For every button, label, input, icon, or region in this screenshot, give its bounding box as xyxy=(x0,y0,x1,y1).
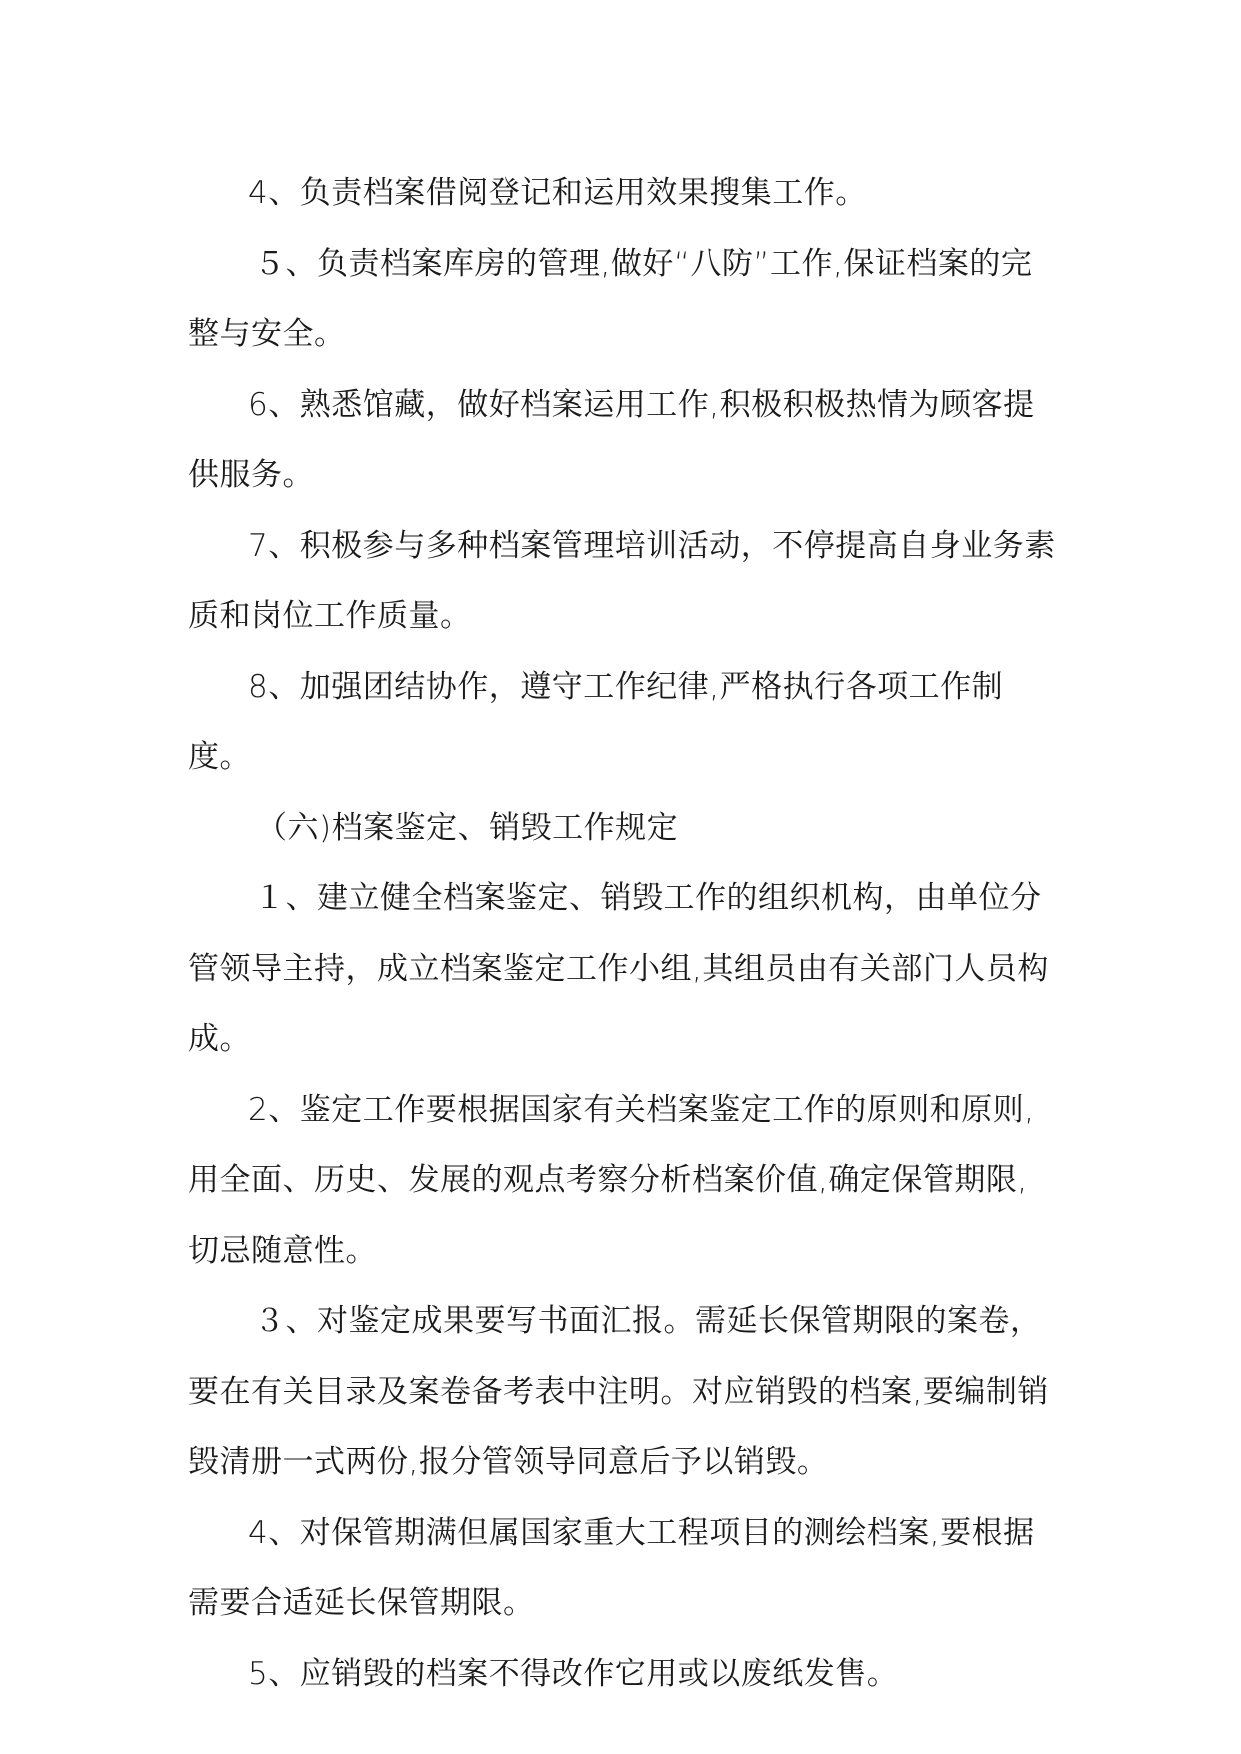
paragraph-4-survey-archives: 4、对保管期满但属国家重大工程项目的测绘档案,要根据需要合适延长保管期限。 xyxy=(188,1514,1035,1621)
paragraph-6-collection-familiarity: 6、熟悉馆藏，做好档案运用工作,积极积极热情为顾客提供服务。 xyxy=(188,386,1035,493)
paragraph-8-teamwork: 8、加强团结协作，遵守工作纪律,严格执行各项工作制度。 xyxy=(188,668,1004,775)
paragraph-2-appraisal-principles: 2、鉴定工作要根据国家有关档案鉴定工作的原则和原则,用全面、历史、发展的观点考察分析档案价值,确定保管期限,切忌随意性。 xyxy=(188,1091,1035,1269)
paragraph-7-training: 7、积极参与多种档案管理培训活动，不停提高自身业务素质和岗位工作质量。 xyxy=(188,527,1056,634)
paragraph-1-organization: １、建立健全档案鉴定、销毁工作的组织机构，由单位分管领导主持，成立档案鉴定工作小组,其组员由有关部门人员构成。 xyxy=(188,880,1049,1057)
section-heading-appraisal: （六)档案鉴定、销毁工作规定 xyxy=(256,809,679,846)
paragraph-5-destruction-rule: 5、应销毁的档案不得改作它用或以废纸发售。 xyxy=(248,1655,899,1692)
document-body xyxy=(188,158,1058,1709)
paragraph-4-archive-lending: 4、负责档案借阅登记和运用效果搜集工作。 xyxy=(248,175,867,211)
paragraph-3-written-report: ３、对鉴定成果要写书面汇报。需延长保管期限的案卷，要在有关目录及案卷备考表中注明。对应销毁的档案,要编制销毁清册一式两份,报分管领导同意后予以销毁。 xyxy=(188,1303,1049,1480)
paragraph-5-storage-management: ５、负责档案库房的管理,做好“八防”工作,保证档案的完整与安全。 xyxy=(188,245,1033,352)
